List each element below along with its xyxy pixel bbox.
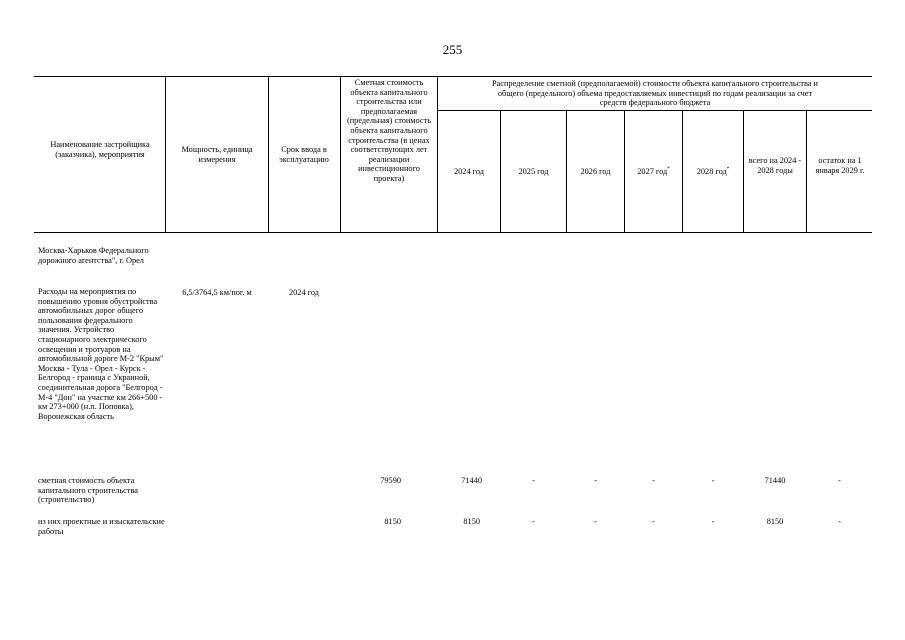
col-divider-10	[806, 110, 807, 232]
estimate-cost: 79590	[380, 476, 401, 485]
estimate-2028: -	[711, 476, 715, 485]
header-2026: 2026 год	[580, 167, 611, 176]
design-cost: 8150	[384, 517, 401, 526]
header-2028	[683, 167, 743, 177]
header-2028-label: 2028 год	[696, 167, 727, 176]
header-term: Срок ввода в эксплуатацию	[279, 145, 329, 164]
table-top-border	[34, 76, 872, 77]
estimate-2027: -	[652, 476, 655, 485]
col-divider-4	[437, 76, 438, 232]
header-2027-label: 2027 год	[637, 167, 668, 176]
measure-term: 2024 год	[289, 288, 319, 297]
header-2024: 2024 год	[454, 167, 484, 176]
estimate-remainder: -	[838, 476, 841, 485]
header-name: Наименование застройщика (заказчика), мероприятия	[50, 140, 150, 159]
header-cost: Сметная стоимость объекта капитального строительства или предполагаемая (предельная) стоимость объекта капитального строительства (в ценах соответствующих лет реализации инвестиционного проекта)	[346, 78, 431, 183]
design-remainder: -	[838, 517, 841, 526]
header-bottom-border	[34, 232, 872, 233]
design-2028: -	[711, 517, 715, 526]
header-2027	[625, 167, 682, 177]
design-label: из них проектные и изыскательские работы	[38, 517, 165, 536]
footnote-mark-2028: *	[726, 167, 730, 173]
estimate-2026: -	[594, 476, 597, 485]
measure-capacity: 6,5/3764,5 км/пог. м	[182, 288, 252, 297]
col-divider-1	[165, 76, 166, 232]
design-2024: 8150	[463, 517, 480, 526]
estimate-2025: -	[532, 476, 535, 485]
org-name: Москва-Харьков Федерального дорожного агентства", г. Орел	[38, 246, 149, 265]
header-total: всего на 2024 - 2028 годы	[748, 156, 802, 175]
design-2026: -	[594, 517, 597, 526]
col-divider-3	[340, 76, 341, 232]
measure-description: Расходы на мероприятия по повышению уровня обустройства автомобильных дорог общего пользования федерального значения. Устройство стационарного электрического освещения и тротуаров на автомобильной дороге М-2 "Крым" Москва - Тула - Орел - Курск - Белгород - граница с Украиной, соединительная дорога "Белгород - М-4 "Дон" на участке км 266+500 - км 273+000 (н.п. Поповка), Воронежская область	[38, 287, 164, 421]
footnote-mark-2027: *	[667, 167, 670, 173]
estimate-2024: 71440	[461, 476, 482, 485]
estimate-label: сметная стоимость объекта капитального строительства (строительство)	[38, 476, 138, 505]
design-total: 8150	[766, 517, 784, 526]
header-remainder: остаток на 1 января 2029 г.	[815, 156, 865, 175]
design-2027: -	[652, 517, 655, 526]
header-capacity: Мощность, единица измерения	[181, 145, 253, 164]
estimate-total: 71440	[764, 476, 786, 485]
header-distribution: Распределение сметной (предполагаемой) стоимости объекта капитального строительства и общего (предельного) объема предоставляемых инвестиций по годам реализации за счет средств федерального бюджета	[492, 79, 818, 108]
page-number: 255	[442, 42, 463, 57]
header-2025: 2025 год	[518, 167, 549, 176]
col-divider-9	[743, 110, 744, 232]
design-2025: -	[532, 517, 535, 526]
col-divider-2	[268, 76, 269, 232]
